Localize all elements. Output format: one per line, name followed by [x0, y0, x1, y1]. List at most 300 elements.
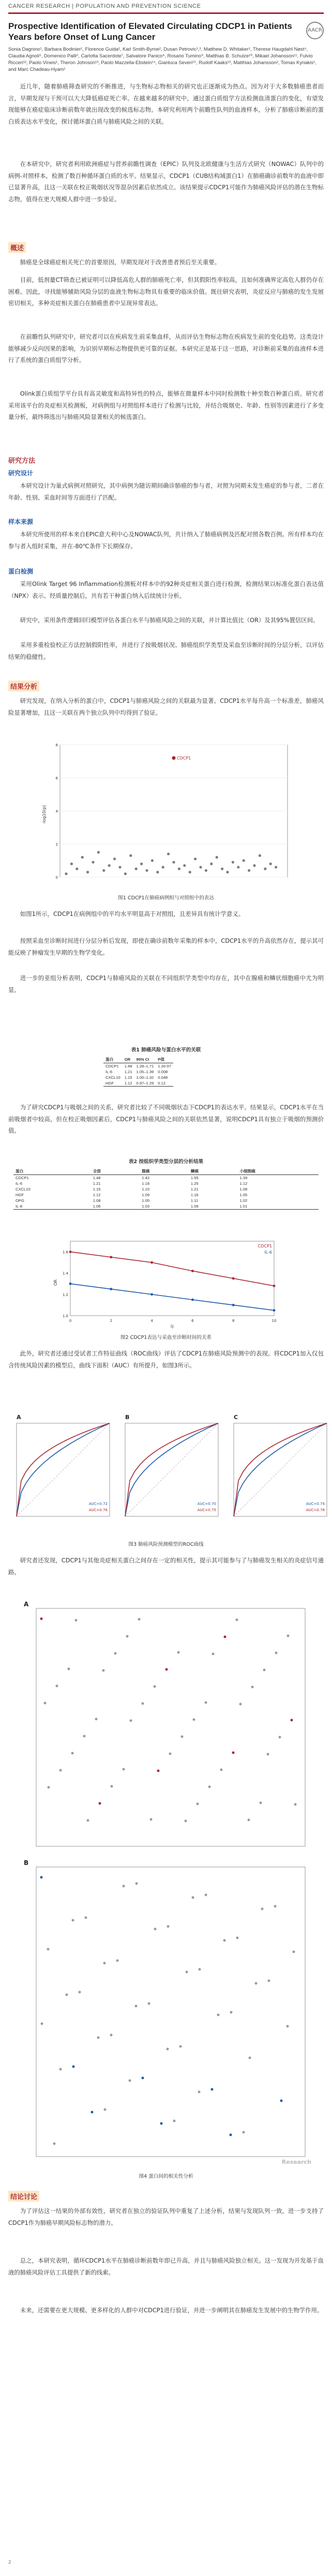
data-point	[183, 864, 186, 867]
data-point	[224, 1636, 227, 1638]
table-row	[13, 1198, 319, 1203]
data-point	[239, 1703, 242, 1706]
data-point	[72, 1919, 74, 1922]
data-point	[286, 2025, 289, 2028]
data-point	[210, 863, 213, 865]
table-cell: 1.21	[124, 1069, 132, 1074]
table-row	[13, 1186, 319, 1192]
table-2-grid	[13, 1168, 319, 1210]
data-point	[230, 2011, 233, 2014]
table-cell: HGF	[103, 1080, 123, 1087]
data-point	[205, 1894, 207, 1896]
data-point	[130, 1720, 132, 1722]
data-point	[167, 853, 170, 855]
section-heading-summary: 概述	[8, 242, 26, 253]
panel-label-a: A	[24, 1601, 29, 1608]
data-point	[162, 866, 164, 868]
data-point	[154, 1685, 156, 1688]
subheading-design: 研究设计	[8, 470, 34, 477]
table-cell: 1.48	[124, 1064, 132, 1068]
section-heading-methods: 研究方法	[8, 457, 36, 464]
data-point	[230, 2134, 232, 2136]
figure-1	[39, 740, 293, 890]
data-point	[232, 861, 234, 864]
data-point	[151, 859, 154, 862]
table-cell: 1.12	[93, 1193, 101, 1197]
data-point	[83, 1735, 86, 1738]
table-cell: IL-8	[13, 1203, 91, 1210]
column-header: 95% CI	[134, 1056, 156, 1063]
figure-3	[10, 1412, 325, 1536]
table-cell: 1.00–1.32	[136, 1075, 154, 1080]
auc-label-cdcp1: AUC=0.78	[306, 1508, 325, 1512]
table-row	[13, 1203, 319, 1210]
data-point	[220, 1769, 223, 1771]
column-header: 蛋白	[13, 1168, 91, 1175]
table-cell: 1.21	[190, 1187, 199, 1192]
paragraph: 进一步的亚组分析表明，CDCP1与肺癌风险的关联在不同组织学类型中均存在，其中在腺癌和鳞状细胞癌中尤为明显。	[8, 974, 324, 993]
data-point	[123, 1768, 125, 1771]
data-point	[198, 2091, 201, 2093]
x-tick-label: 2	[110, 1319, 113, 1323]
data-point	[76, 867, 78, 870]
column-header: 鳞癌	[189, 1168, 238, 1175]
figure-2	[52, 1236, 279, 1329]
data-point	[154, 1928, 157, 1931]
data-point	[269, 863, 272, 865]
data-point	[95, 1718, 98, 1721]
y-tick-label: 2	[55, 842, 58, 847]
data-point	[280, 2100, 283, 2102]
panel-label: C	[234, 1414, 238, 1421]
data-point	[221, 867, 223, 870]
data-point	[248, 869, 250, 872]
table-cell: 1.15	[93, 1187, 101, 1192]
data-point	[191, 1299, 194, 1301]
figure-1-chart	[39, 740, 293, 890]
section-heading-results: 结果分析	[8, 681, 39, 691]
journal-section: CANCER RESEARCH | POPULATION AND PREVENTION SCIENCE	[8, 3, 201, 9]
data-point	[259, 854, 261, 857]
article-title: Prospective Identification of Elevated Circulating CDCP1 in Patients Years before Onset of Lung Cancer	[8, 21, 292, 42]
data-point	[71, 1752, 74, 1755]
y-tick-label: 1.6	[62, 1250, 68, 1255]
paragraph: 本研究所使用的样本来自EPIC意大利中心及NOWAC队列，共计纳入了肺癌病例及匹配对照各数百例。所有样本均在参与者入组时采集，并在-80℃条件下长期保存。	[8, 531, 324, 550]
paragraph: 近几年，随着肺癌筛查研究的不断推进，与生物标志物相关的研究也正逐渐成为热点。因为对于大多数肺癌患者而言，早期发现与干预可以大大降低癌症死亡率。在越来越多的研究中，通过蛋白质组学方法检测血清蛋白的变化，有望发现能够在癌症临床诊断前数年就出现改变的候选标志物。本研究利用两个前瞻性队列的血液样本，分析了肺癌诊断前的蛋白质表达水平变化，探讨循环蛋白质与肺癌风险之间的关联。	[8, 83, 324, 125]
table-cell: 1.18	[142, 1181, 150, 1186]
y-tick-label: 6	[55, 776, 58, 780]
panel-label: B	[125, 1414, 130, 1421]
data-point	[114, 1652, 117, 1655]
auc-label-base: AUC=0.72	[88, 1502, 108, 1506]
table-cell: 1.11	[190, 1198, 199, 1203]
data-point	[145, 869, 148, 872]
table-cell: 1.12	[239, 1181, 248, 1186]
table-cell: 1.12	[123, 1080, 134, 1087]
table-cell: 1.28–1.71	[136, 1064, 154, 1068]
data-point	[47, 1948, 50, 1951]
paragraph: 采用多重检验校正方法控制假阳性率，并进行了按吸烟状况、肺癌组织学类型及采血至诊断时间的分层分析，以评估结果的稳健性。	[8, 641, 324, 660]
data-point	[156, 871, 159, 873]
data-point	[236, 1619, 238, 1621]
data-point	[287, 1635, 290, 1637]
data-point	[172, 861, 175, 864]
data-point	[275, 866, 277, 868]
section-heading-conclusion: 结论讨论	[8, 2191, 39, 2202]
data-point	[205, 1701, 207, 1704]
data-point	[179, 2045, 182, 2048]
figure-3-caption: 图3 肺癌风险预测模型的ROC曲线	[128, 1542, 204, 1547]
table-row	[13, 1181, 319, 1186]
data-point	[40, 1876, 43, 1879]
data-point	[148, 2002, 150, 2005]
data-point	[102, 869, 105, 872]
page-number: 2	[8, 2560, 11, 2565]
table-row	[103, 1069, 173, 1075]
data-point	[191, 1270, 194, 1272]
data-point	[129, 2080, 131, 2082]
panel-a-frame	[36, 1608, 305, 1846]
figure-4-chart	[21, 1598, 310, 2167]
header-rule	[8, 12, 324, 14]
data-point	[274, 1905, 277, 1908]
paragraph: 研究中，采用条件逻辑回归模型评估各蛋白水平与肺癌风险之间的关联，并计算比值比（OR）及其95%置信区间。	[20, 616, 319, 624]
data-point	[56, 1685, 58, 1688]
data-point	[173, 2120, 176, 2122]
data-point	[79, 1991, 81, 1994]
table-row	[103, 1080, 173, 1087]
table-cell: 1.16	[190, 1193, 199, 1197]
table-1	[103, 1056, 238, 1087]
legend-entry: CDCP1	[258, 1244, 272, 1248]
journal-header	[0, 0, 332, 13]
table-cell: 1.06	[91, 1203, 140, 1210]
data-point	[69, 1251, 72, 1253]
data-point	[110, 1288, 112, 1290]
data-point	[273, 1309, 276, 1312]
data-point	[275, 1652, 278, 1654]
data-point	[97, 851, 100, 853]
watermark: Research	[281, 2159, 311, 2165]
data-point	[165, 1668, 168, 1671]
data-point	[186, 1971, 188, 1974]
paragraph: 肺癌是全球癌症相关死亡的首要原因，早期发现对于改善患者预后至关重要。	[20, 259, 221, 266]
table-cell: CXCL10	[105, 1075, 120, 1080]
data-point	[178, 867, 180, 870]
data-point	[48, 1786, 50, 1789]
data-point	[66, 1994, 68, 1996]
column-header: 小细胞癌	[237, 1168, 319, 1175]
panel-label-b: B	[24, 1859, 29, 1866]
paragraph: 采用Olink Target 96 Inflammation检测板对样本中的92种炎症相关蛋白进行检测，检测结果以标准化蛋白表达值（NPX）表示。经质量控制后，共有若干种蛋白纳入后续统计分析。	[8, 580, 324, 599]
data-point	[87, 1819, 89, 1822]
table-cell: 1.55	[190, 1176, 199, 1180]
y-tick-label: 4	[55, 809, 58, 814]
figure-3-chart	[10, 1412, 325, 1536]
table-cell: 1.25	[190, 1181, 199, 1186]
paragraph: 研究发现，在纳入分析的蛋白中，CDCP1与肺癌风险之间的关联最为显著。CDCP1水平每升高一个标准差，肺癌风险显著增加，且这一关联在两个独立队列中均得到了验证。	[8, 697, 324, 716]
auc-label-base: AUC=0.70	[197, 1502, 216, 1506]
x-tick-label: 0	[69, 1319, 72, 1323]
table-cell: IL-6	[16, 1181, 23, 1186]
data-point	[243, 2131, 245, 2134]
data-point	[267, 1753, 269, 1756]
y-axis-label: -log10(p)	[42, 805, 47, 824]
table-cell: 1.02	[239, 1198, 248, 1203]
author-list: Sonia Dagnino¹, Barbara Bodinier¹, Florence Guida², Karl Smith-Byrne², Dusan Petrovic¹,³, Matthew D. Whitaker¹, Therese Haugdahl Nøst⁴, Claudia Agnoli⁵, Domenico Palli⁶, Carlotta Sacerdote⁷, Salvatore Panico⁸, Rosario Tumino⁹, Matthias B. Schulze¹⁰, Mikael Johansson¹¹, Fulvio Ricceri¹², Paolo Vineis¹, Theron Johnson¹³, Paolo Mazzella-Ebstein¹⁴, Gianluca Severi¹⁵, Rudolf Kaaks¹³, Matthias Johansson², Tomas Kyriakis¹, and Marc Chadeau-Hyam¹	[8, 46, 316, 72]
data-point	[197, 1803, 199, 1805]
data-point	[199, 1968, 201, 1971]
y-tick-label: 1.4	[62, 1271, 68, 1276]
data-point	[157, 1770, 160, 1772]
data-point	[70, 863, 73, 865]
subheading-detection: 蛋白检测	[8, 568, 34, 575]
y-tick-label: 1.0	[62, 1314, 68, 1318]
x-tick-label: 10	[271, 1319, 277, 1323]
y-axis-label: OR	[53, 1279, 58, 1286]
data-point	[103, 1962, 106, 1965]
table-cell: 0.12	[156, 1080, 173, 1087]
table-1-caption: 表1 肺癌风险与蛋白水平的关联	[131, 1047, 201, 1053]
data-point	[212, 1653, 215, 1655]
data-point	[223, 1939, 226, 1942]
data-label-cdcp1: CDCP1	[177, 756, 191, 761]
data-point	[169, 1753, 172, 1755]
paragraph: 目前，低剂量CT筛查已被证明可以降低高危人群的肺癌死亡率，但其假阳性率较高，且如何准确界定高危人群仍存在困难。因此，寻找能够辅助风险分层的血液生物标志物具有重要的临床价值。既往研究表明，炎症反应与肺癌的发生发展密切相关，多种炎症相关蛋白在肺癌患者中呈现异常表达。	[8, 276, 324, 307]
paragraph: 总之，本研究表明，循环CDCP1水平在肺癌诊断前数年即已升高，并且与肺癌风险独立相关。这一发现为开发基于血液的肺癌风险评估工具提供了新的线索。	[8, 2257, 324, 2276]
x-axis-label: 年	[170, 1324, 174, 1329]
data-point	[59, 1769, 62, 1772]
data-point	[167, 2048, 169, 2051]
paragraph: 本研究设计为巢式病例对照研究，其中病例为随访期间确诊肺癌的参与者，对照为同期未发生癌症的参与者，二者在年龄、性别、采血时间等方面进行了匹配。	[8, 482, 324, 501]
table-cell: 1.15	[124, 1075, 132, 1080]
paragraph: 为了研究CDCP1与吸烟之间的关系，研究者比较了不同吸烟状态下CDCP1的表达水平。结果显示，CDCP1水平在当前吸烟者中较高，但在校正吸烟因素后，CDCP1与肺癌风险之间的关联依然显著，说明CDCP1具有独立于吸烟的预测价值。	[8, 1104, 324, 1134]
data-point	[53, 2143, 56, 2145]
data-point	[75, 1619, 78, 1622]
data-point	[40, 1618, 43, 1620]
figure-4	[21, 1598, 310, 2167]
data-point	[85, 1917, 87, 1919]
data-point	[140, 863, 143, 865]
data-point	[279, 1736, 281, 1739]
data-point	[181, 1736, 184, 1738]
data-point	[199, 866, 202, 868]
data-point	[68, 1668, 70, 1670]
table-cell: 1.08	[239, 1187, 248, 1192]
paragraph: Olink蛋白质组学平台具有高灵敏度和高特异性的特点，能够在微量样本中同时检测数十种至数百种蛋白质。研究者采用该平台的炎症相关检测板，对病例组与对照组样本进行了检测与比较，并结合吸烟史、年龄、性别等因素进行了多变量分析，最终筛选出与肺癌风险显著相关的候选蛋白。	[8, 390, 324, 420]
data-point	[167, 1925, 170, 1928]
table-cell: IL-6	[105, 1069, 113, 1074]
data-point	[150, 1293, 153, 1295]
data-point	[142, 1703, 144, 1705]
data-point	[194, 857, 197, 860]
paragraph: 此外，研究者还通过受试者工作特征曲线（ROC曲线）评估了CDCP1在肺癌风险预测中的表现。将CDCP1加入仅包含传统风险因素的模型后，曲线下面积（AUC）有所提升，如图3所示。	[8, 1350, 324, 1369]
table-2	[13, 1168, 319, 1210]
column-header: OR	[123, 1056, 134, 1063]
data-point	[44, 1702, 47, 1705]
data-point	[263, 1669, 266, 1671]
paragraph: 研究者还发现，CDCP1与其他炎症相关蛋白之间存在一定的相关性，提示其可能参与了与肺癌发生相关的炎症信号通路。	[8, 1557, 324, 1576]
figure-1-caption: 图1 CDCP1在肺癌病例组与对照组中的表达	[118, 895, 214, 901]
data-point	[243, 859, 245, 862]
data-point	[248, 1819, 250, 1821]
table-cell: 1.01	[237, 1203, 319, 1210]
data-point	[264, 867, 266, 870]
table-cell: 1.21	[93, 1181, 101, 1186]
data-point	[124, 872, 127, 875]
data-point	[217, 2014, 220, 2016]
data-point	[208, 1786, 211, 1788]
data-point	[160, 2122, 163, 2125]
table-cell: 1.48	[93, 1176, 101, 1180]
table-cell: 1.08	[93, 1198, 101, 1203]
data-point	[97, 2037, 100, 2039]
data-point	[113, 857, 116, 860]
data-point	[273, 1285, 276, 1287]
data-point	[129, 854, 132, 857]
data-point	[193, 1719, 195, 1721]
data-point	[81, 856, 84, 858]
journal-logo: AACR	[306, 22, 324, 39]
figure-2-chart	[52, 1236, 279, 1329]
table-cell: CDCP1	[105, 1064, 119, 1068]
data-point	[249, 2057, 251, 2059]
column-header: 腺癌	[140, 1168, 189, 1175]
table-cell: 1.09	[189, 1203, 238, 1210]
data-point	[150, 1261, 153, 1264]
paragraph: 按照采血至诊断时间进行分层分析后发现，即使在确诊前数年采集的样本中，CDCP1水平的升高依然存在，提示其可能反映了肿瘤发生早期的生物学变化。	[8, 937, 324, 956]
data-point	[205, 869, 207, 872]
data-point	[123, 1885, 125, 1888]
data-point	[138, 1618, 141, 1621]
column-header: 蛋白	[103, 1056, 123, 1063]
table-cell: CXCL10	[16, 1187, 31, 1192]
paragraph: 为了评估这一结果的外部有效性，研究者在独立的验证队列中重复了上述分析，结果与发现队列一致，进一步支持了CDCP1作为肺癌早期风险标志物的潜力。	[8, 2207, 324, 2226]
paragraph: 如图1所示，CDCP1在病例组中的平均水平明显高于对照组，且差异具有统计学意义。	[20, 910, 245, 917]
data-point	[294, 1803, 297, 1806]
data-point	[260, 1802, 262, 1804]
data-point	[150, 1818, 153, 1821]
data-point	[236, 1937, 239, 1939]
auc-label-cdcp1: AUC=0.76	[88, 1508, 108, 1512]
data-point	[216, 856, 218, 858]
table-cell: 1.05	[239, 1193, 248, 1197]
data-point	[116, 1960, 119, 1962]
data-point	[135, 867, 138, 870]
data-point	[72, 2066, 75, 2068]
data-point	[69, 1283, 72, 1285]
table-row	[13, 1192, 319, 1198]
data-point	[177, 1651, 180, 1654]
x-tick-label: 8	[232, 1319, 235, 1323]
figure-2-caption: 图2 CDCP1表达与采血至诊断时间的关系	[120, 1335, 212, 1340]
auc-label-base: AUC=0.74	[306, 1502, 325, 1506]
data-point	[104, 2108, 107, 2111]
table-cell: 1.05–1.39	[136, 1069, 154, 1074]
table-cell: 1.03	[140, 1203, 189, 1210]
table-cell: 1.39	[239, 1176, 248, 1180]
data-point	[86, 871, 89, 873]
data-point	[110, 2034, 113, 2037]
legend-entry: IL-6	[264, 1250, 272, 1255]
table-cell: 1.09	[142, 1193, 150, 1197]
table-cell: 1.05	[142, 1198, 150, 1203]
table-cell: 0.048	[158, 1075, 168, 1080]
data-point	[185, 1820, 187, 1822]
y-tick-label: 1.2	[62, 1292, 68, 1297]
data-point	[268, 1980, 270, 1982]
table-1-grid	[103, 1056, 173, 1087]
data-point	[232, 1277, 235, 1280]
panel-b-frame	[36, 1867, 305, 2157]
data-point	[253, 864, 255, 867]
panel-label: A	[17, 1414, 21, 1421]
data-point	[108, 864, 111, 867]
data-point	[251, 1686, 254, 1689]
data-point	[118, 866, 121, 868]
data-point	[192, 1896, 194, 1899]
table-cell: CDCP1	[16, 1176, 29, 1180]
paragraph: 未来，还需要在更大规模、更多样化的人群中对CDCP1进行验证，并进一步阐明其在肺癌发生发展中的生物学作用。	[20, 2307, 323, 2314]
x-tick-label: 4	[150, 1319, 153, 1323]
data-point	[232, 1752, 235, 1754]
data-point	[189, 871, 191, 873]
data-point	[111, 1785, 113, 1788]
table-cell: 0.008	[158, 1069, 168, 1074]
data-point	[102, 1669, 105, 1672]
data-point	[65, 872, 67, 875]
table-cell: 1.2e-07	[158, 1064, 172, 1068]
figure-4-caption: 图4 蛋白间的相关性分析	[139, 2174, 193, 2179]
y-tick-label: 0	[55, 876, 58, 880]
data-point	[226, 871, 229, 873]
data-point	[142, 2077, 144, 2080]
data-point	[92, 861, 94, 864]
data-point	[232, 1304, 235, 1306]
data-point	[237, 866, 239, 868]
table-cell: 1.42	[142, 1176, 150, 1180]
data-point	[255, 1982, 258, 1985]
data-point	[91, 2111, 94, 2114]
data-point	[41, 2023, 43, 2025]
data-point	[135, 1882, 138, 1885]
paragraph: 在前瞻性队列研究中，研究者可以在疾病发生前采集血样，从而评估生物标志物在疾病发生前的变化趋势。这类设计能够减少反向因果的影响，为识别早期标志物提供更可靠的证据。本研究正是基于这一思路，对诊断前采集的血液样本进行了系统的蛋白质组学分析。	[8, 333, 324, 364]
table-row	[13, 1175, 319, 1181]
column-header: 全部	[91, 1168, 140, 1175]
paragraph: 在本研究中，研究者利用欧洲癌症与营养前瞻性调查（EPIC）队列及北欧健康与生活方式研究（NOWAC）队列中的病例-对照样本，检测了数百种循环蛋白质的水平。结果显示，CDCP1（CUB结构域蛋白1）在肺癌确诊前数年的血液中即已显著升高，且这一关联在校正吸烟状况等混杂因素后依然成立。该结果提示CDCP1可能作为肺癌风险评估的潜在生物标志物，值得在更大规模人群中进一步验证。	[8, 160, 324, 203]
table-cell: OPG	[16, 1198, 24, 1203]
data-point	[291, 1719, 293, 1722]
table-cell: 1.10	[142, 1187, 150, 1192]
data-point	[211, 2088, 214, 2091]
plot-area	[70, 1241, 274, 1316]
data-point	[99, 1802, 101, 1805]
column-header: P值	[156, 1056, 173, 1063]
y-tick-label: 8	[55, 743, 58, 747]
data-point	[110, 1256, 112, 1258]
data-point	[261, 1908, 264, 1910]
data-point	[135, 2005, 138, 2008]
table-cell: 0.97–1.29	[134, 1080, 156, 1087]
data-point	[293, 1951, 295, 1953]
table-row	[103, 1075, 173, 1080]
data-point-cdcp1	[172, 756, 176, 760]
auc-label-cdcp1: AUC=0.75	[197, 1508, 216, 1512]
subheading-samples: 样本来源	[8, 518, 34, 525]
data-point	[59, 2068, 62, 2071]
table-2-caption: 表2 按组织学类型分层的分析结果	[128, 1159, 204, 1165]
x-tick-label: 6	[191, 1319, 194, 1323]
